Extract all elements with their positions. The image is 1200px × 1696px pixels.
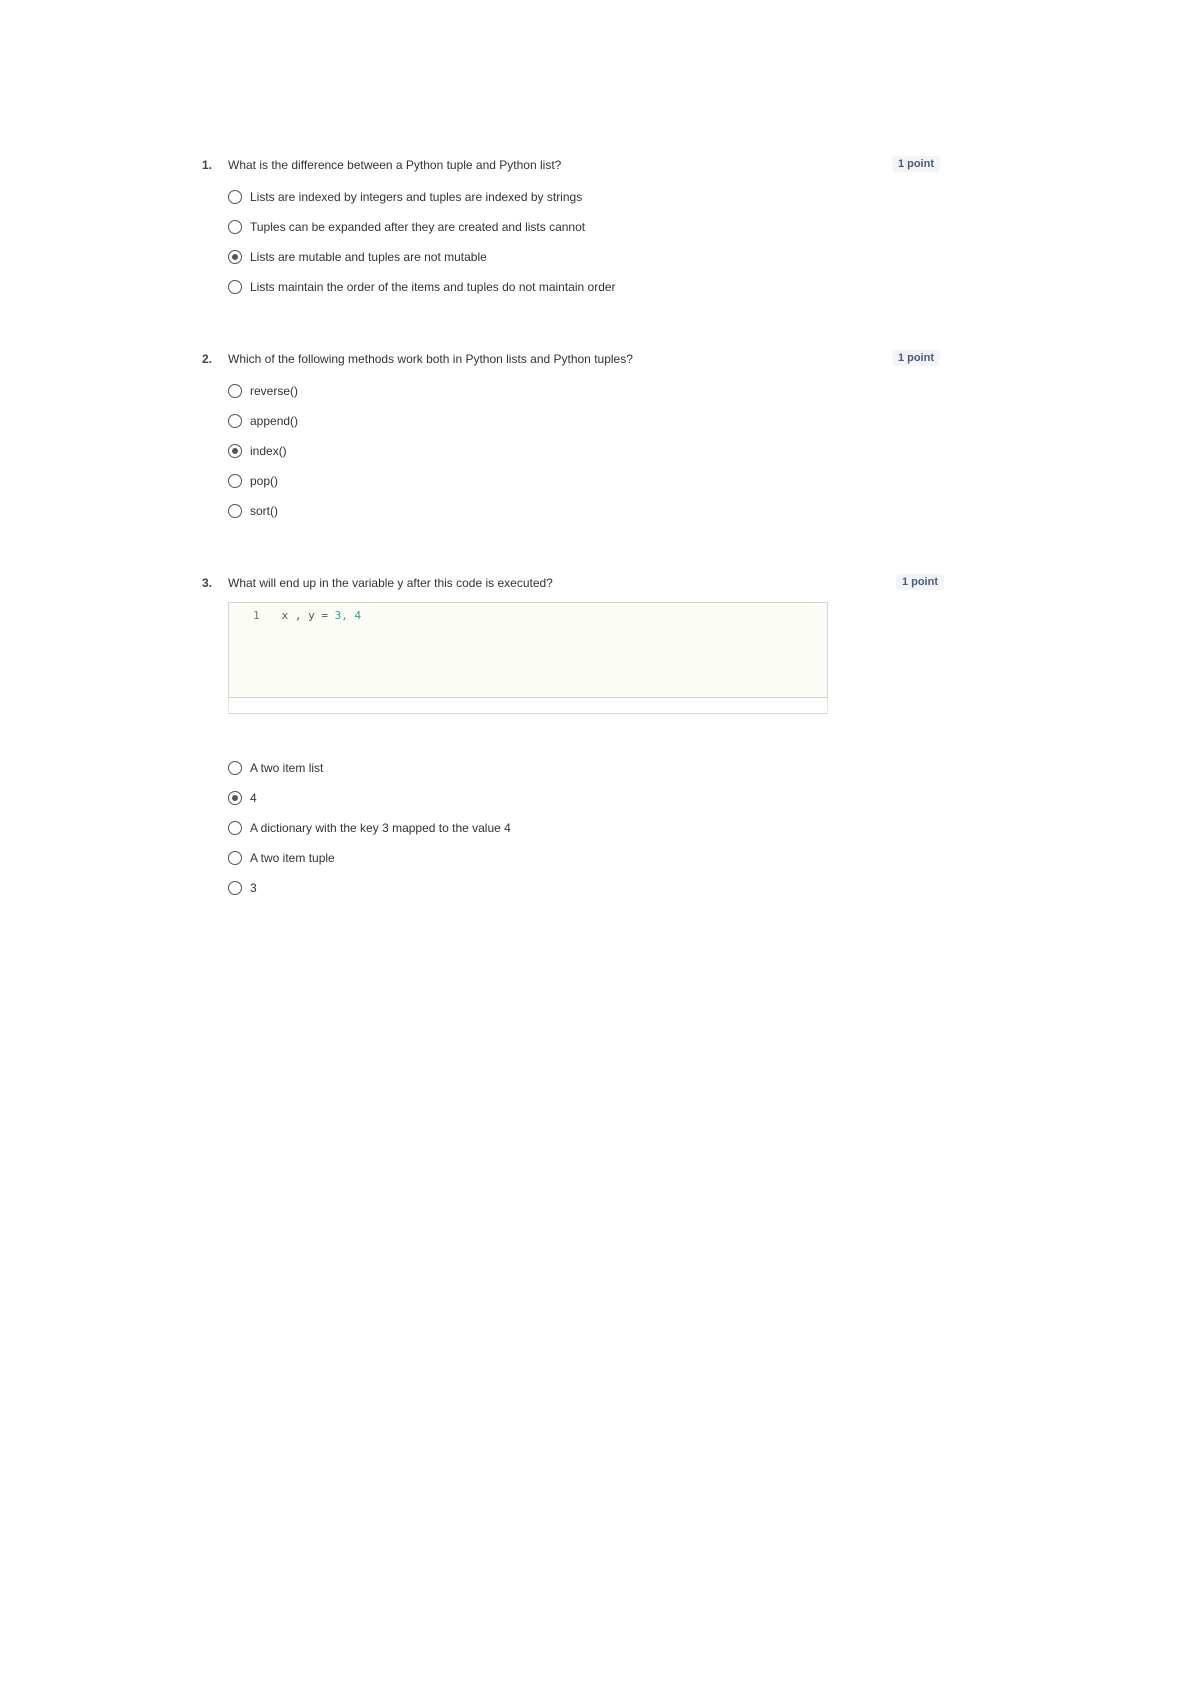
answer-option[interactable] (228, 851, 335, 865)
answer-option[interactable] (228, 384, 298, 398)
code-vars: x , y = (281, 609, 335, 622)
radio-button[interactable] (228, 474, 242, 488)
radio-button[interactable] (228, 881, 242, 895)
question-number: 3. (202, 576, 213, 590)
question-header (202, 352, 940, 372)
answer-option[interactable] (228, 250, 487, 264)
answer-option[interactable] (228, 280, 616, 294)
option-label: sort() (250, 504, 278, 518)
answer-option[interactable] (228, 414, 298, 428)
option-label: Lists are indexed by integers and tuples are indexed by strings (250, 190, 583, 204)
option-label: reverse() (250, 384, 299, 398)
question-2 (202, 352, 940, 518)
option-label: Tuples can be expanded after they are created and lists cannot (250, 220, 586, 234)
radio-button[interactable] (228, 384, 242, 398)
option-label: Lists maintain the order of the items and tuples do not maintain order (250, 280, 616, 294)
code-line (253, 609, 361, 622)
radio-button-selected[interactable] (228, 250, 242, 264)
radio-button[interactable] (228, 220, 242, 234)
answer-option[interactable] (228, 444, 287, 458)
code-editor (228, 602, 828, 698)
radio-button-selected[interactable] (228, 444, 242, 458)
answer-option[interactable] (228, 761, 323, 775)
radio-button[interactable] (228, 851, 242, 865)
answer-option[interactable] (228, 190, 582, 204)
question-header (202, 158, 940, 178)
line-number: 1 (253, 609, 260, 622)
question-1 (202, 158, 940, 294)
answer-option[interactable] (228, 821, 511, 835)
radio-button[interactable] (228, 761, 242, 775)
radio-button[interactable] (228, 504, 242, 518)
option-label: A two item tuple (250, 851, 335, 865)
question-number: 1. (202, 158, 213, 172)
code-values: 3, 4 (334, 609, 362, 622)
question-number: 2. (202, 352, 213, 366)
code-editor-footer (228, 698, 828, 714)
question-text: Which of the following methods work both in Python lists and Python tuples? (228, 352, 633, 366)
option-label: append() (250, 414, 299, 428)
option-label: A dictionary with the key 3 mapped to the value 4 (250, 821, 511, 835)
option-label: 3 (250, 881, 257, 895)
answer-option[interactable] (228, 504, 278, 518)
question-3 (202, 576, 940, 895)
question-text: What will end up in the variable y after this code is executed? (228, 576, 553, 590)
radio-button[interactable] (228, 190, 242, 204)
answer-option[interactable] (228, 474, 278, 488)
answer-option[interactable] (228, 791, 257, 805)
question-text: What is the difference between a Python tuple and Python list? (228, 158, 562, 172)
radio-button[interactable] (228, 280, 242, 294)
option-label: A two item list (250, 761, 324, 775)
option-label: pop() (250, 474, 279, 488)
option-label: 4 (250, 791, 257, 805)
radio-button[interactable] (228, 821, 242, 835)
answer-option[interactable] (228, 881, 257, 895)
points-badge: 1 point (896, 574, 944, 590)
answer-option[interactable] (228, 220, 585, 234)
radio-button[interactable] (228, 414, 242, 428)
points-badge: 1 point (892, 350, 940, 366)
points-badge: 1 point (892, 156, 940, 172)
option-label: Lists are mutable and tuples are not mutable (250, 250, 487, 264)
question-header (202, 576, 940, 596)
option-label: index() (250, 444, 287, 458)
radio-button-selected[interactable] (228, 791, 242, 805)
